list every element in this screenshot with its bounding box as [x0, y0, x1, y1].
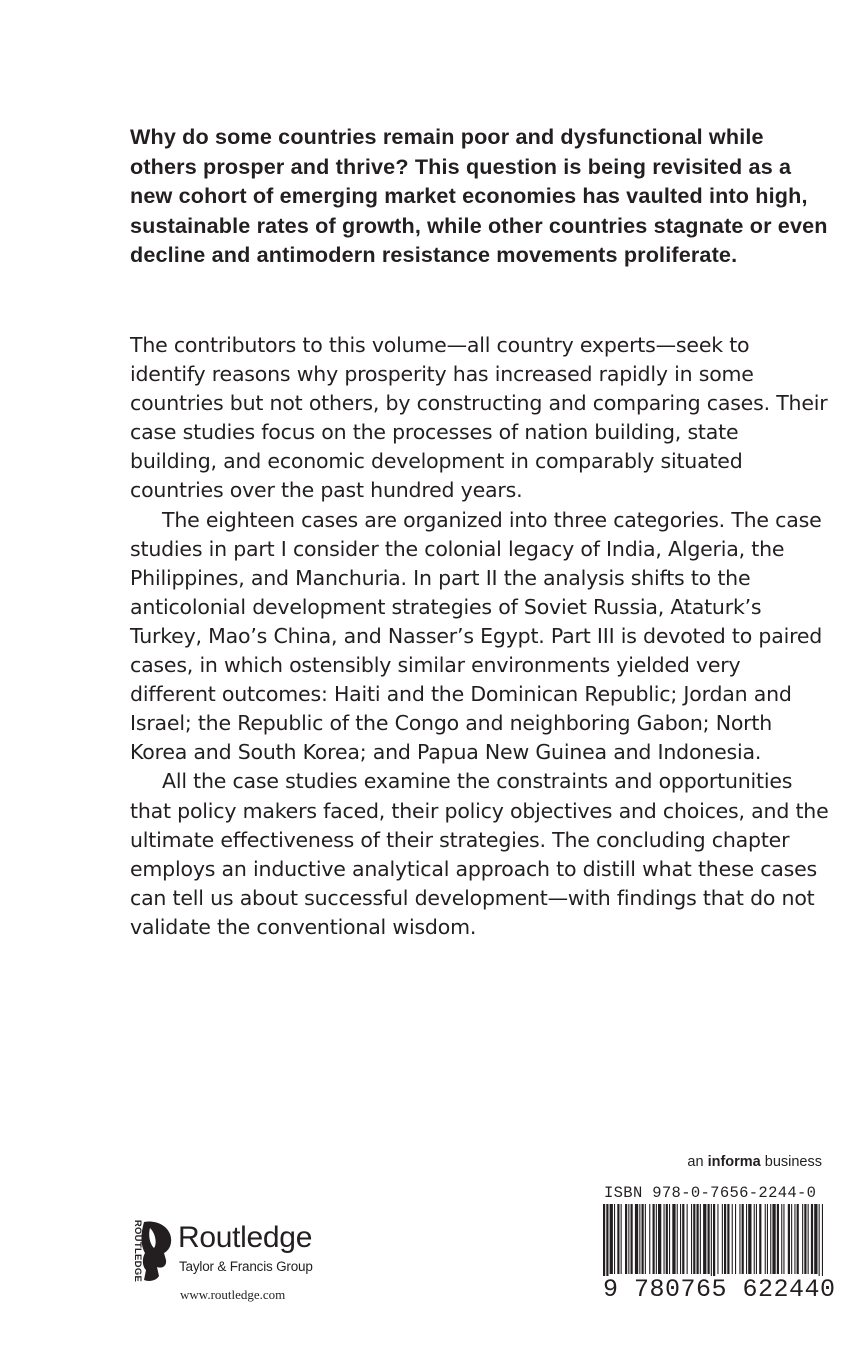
routledge-head-icon: [141, 1222, 171, 1281]
barcode-bar: [642, 1204, 644, 1274]
barcode-bar: [814, 1204, 817, 1274]
barcode-bar: [819, 1204, 820, 1278]
barcode-bar: [767, 1204, 768, 1274]
barcode-bar: [703, 1204, 706, 1274]
barcode-bar: [711, 1204, 712, 1278]
barcode-bar: [653, 1204, 655, 1274]
barcode-bar: [746, 1204, 747, 1274]
body-paragraph-3: All the case studies examine the constraints and opportunities that policy makers faced, their policy objectives and choices, and the ultimate effectiveness of their strategies. The concluding chapter employs an inductive analytical approach to distill what these cases can tell us about successful development—with findings that do not validate the conventional wisdom.: [130, 769, 829, 939]
barcode-bar: [822, 1204, 823, 1278]
barcode-bar: [614, 1204, 615, 1274]
informa-suffix: business: [764, 1154, 822, 1170]
barcode-bar: [781, 1204, 782, 1274]
barcode-bar: [742, 1204, 744, 1274]
informa-brand: informa: [707, 1154, 761, 1170]
barcode-bar: [645, 1204, 646, 1274]
barcode-bar: [635, 1204, 638, 1274]
barcode-bar: [811, 1204, 813, 1274]
barcode-bar: [708, 1204, 710, 1274]
barcode-bar: [628, 1204, 629, 1274]
barcode-bar: [691, 1204, 692, 1274]
barcode-bar: [772, 1204, 775, 1274]
barcode-bar: [732, 1204, 733, 1274]
barcode-bar: [808, 1204, 809, 1274]
barcode-bar: [713, 1204, 715, 1278]
barcode-bar: [697, 1204, 699, 1274]
barcode-bar: [788, 1204, 790, 1274]
barcode: [601, 1204, 825, 1278]
barcode-bar: [656, 1204, 657, 1274]
barcode-bar: [791, 1204, 792, 1274]
lead-paragraph: Why do some countries remain poor and dysfunctional while others prosper and thrive? This question is being revisited as a new cohort of emerging market economies has vaulted into high, sustainable rates of growth, while other countries stagnate or even decline and antimodern resistance movements proliferate.: [130, 124, 828, 267]
barcode-bar: [739, 1204, 740, 1274]
description-body: [130, 331, 830, 942]
barcode-bar: [677, 1204, 678, 1274]
body-paragraph-2: The eighteen cases are organized into three categories. The case studies in part I consider the colonial legacy of India, Algeria, the Philippines, and Manchuria. In part II the analysis shifts to the anticolonial development strategies of Soviet Russia, Ataturk’s Turkey, Mao’s China, and Nasser’s Egypt. Part III is devoted to paired cases, in which ostensibly similar environments yielded very different outcomes: Haiti and the Dominican Republic; Jordan and Israel; the Republic of the Congo and neighboring Gabon; North Korea and South Korea; and Papua New Guinea and Indonesia.: [130, 507, 823, 765]
barcode-bar: [617, 1204, 619, 1274]
barcode-bar: [693, 1204, 695, 1274]
barcode-bar: [777, 1204, 779, 1274]
barcode-bar: [748, 1204, 751, 1274]
barcode-bar: [802, 1204, 803, 1274]
publisher-url[interactable]: www.routledge.com: [180, 1287, 286, 1302]
barcode-bar: [625, 1204, 627, 1274]
barcode-bar: [724, 1204, 726, 1274]
informa-prefix: an: [687, 1154, 704, 1170]
barcode-bar: [606, 1204, 608, 1278]
barcode-bar: [794, 1204, 795, 1274]
publisher-name: Routledge: [178, 1221, 313, 1254]
barcode-bar: [672, 1204, 675, 1274]
barcode-bar: [700, 1204, 701, 1274]
publisher-group: Taylor & Francis Group: [179, 1259, 313, 1274]
barcode-bar: [770, 1204, 771, 1274]
barcode-bar: [610, 1204, 613, 1274]
barcode-bar: [603, 1204, 605, 1278]
barcode-bar: [765, 1204, 766, 1274]
barcode-bar: [783, 1204, 784, 1274]
barcode-bar: [664, 1204, 665, 1274]
barcode-bar: [687, 1204, 688, 1274]
barcode-bar: [756, 1204, 757, 1274]
barcode-bar: [621, 1204, 622, 1274]
barcode-bar: [797, 1204, 799, 1274]
barcode-bar: [666, 1204, 668, 1274]
barcode-bar: [717, 1204, 718, 1274]
barcode-bar: [682, 1204, 684, 1274]
barcode-bar: [804, 1204, 806, 1274]
barcode-bar: [759, 1204, 761, 1274]
routledge-vertical-wordmark: ROUTLEDGE: [132, 1220, 143, 1282]
barcode-bar: [631, 1204, 633, 1274]
barcode-bar: [722, 1204, 723, 1274]
isbn-label: ISBN 978-0-7656-2244-0: [604, 1184, 817, 1202]
barcode-bar: [649, 1204, 650, 1274]
barcode-bar: [639, 1204, 640, 1274]
barcode-bar: [658, 1204, 661, 1274]
barcode-bar: [754, 1204, 755, 1274]
informa-tagline: [687, 1154, 822, 1170]
barcode-bar: [669, 1204, 670, 1274]
barcode-bar: [727, 1204, 729, 1274]
barcode-bar: [680, 1204, 681, 1274]
body-paragraph-1: The contributors to this volume—all country experts—seek to identify reasons why prosperity has increased rapidly in some countries but not others, by constructing and comparing cases. Their case studies focus on the processes of nation building, state building, and economic development in comparably situated countries over the past hundred years.: [130, 333, 828, 503]
routledge-logo-mark: [126, 1220, 174, 1282]
barcode-digits: 9 780765 622440: [603, 1275, 836, 1304]
barcode-bar: [735, 1204, 736, 1274]
